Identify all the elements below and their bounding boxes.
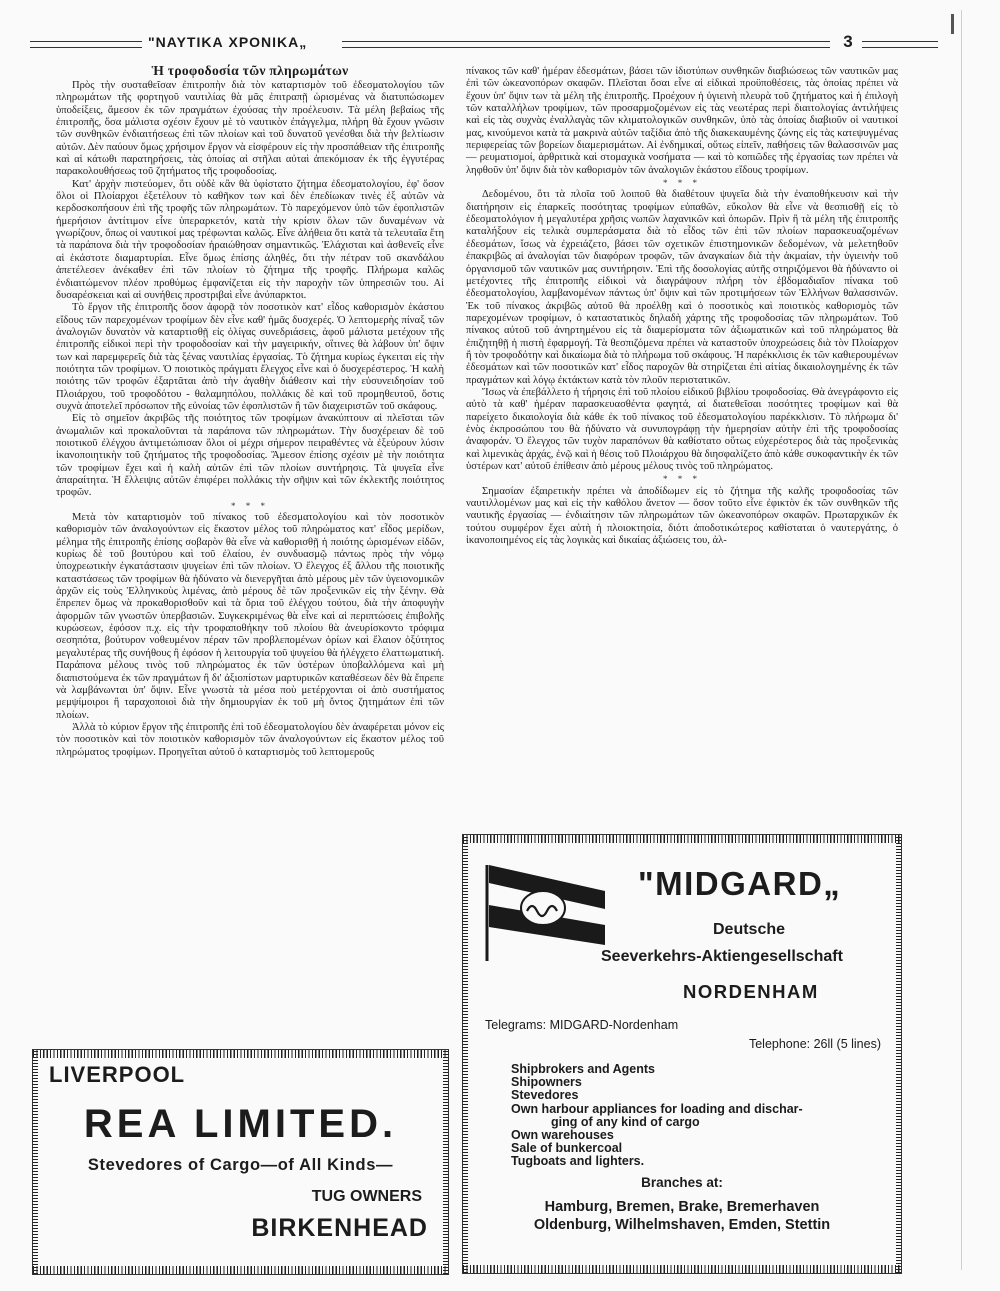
service-item: ging of any kind of cargo xyxy=(551,1114,700,1129)
service-item: Own harbour appliances for loading and dischar- xyxy=(511,1101,803,1116)
service-item: Tugboats and lighters. xyxy=(511,1154,645,1169)
ad-city-birkenhead: BIRKENHEAD xyxy=(251,1214,428,1242)
ad-border-top xyxy=(463,835,901,843)
article-paragraph: Κατ' ἀρχὴν πιστεύομεν, ὅτι οὐδὲ κἂν θὰ ὑφίστατο ζήτημα ἐδεσματολογίου, ἐφ' ὅσον ὅλοι οἱ Πλοίαρχοι ἐξετέλουν τὸ καθῆκον των καὶ δὲν ἐπεδίωκαν τινὲς ἐξ αὐτῶν νὰ κερδοσκοπήσουν ἐπὶ τῆς τροφῆς τῶν πληρωμάτων. Τὸ παρεχόμενον ὑπὸ τῶν ἐφοπλιστῶν ἡμερήσιον ἀντίτιμον εἶνε ὑπεραρκετόν, κατὰ τὴν κρίσιν ὅλων τῶν δυναμένων νὰ γνωρίζουν, ὅπως οἱ ναυτικοί μας τρέφωνται καλῶς. Εἶνε ἀλήθεια ὅτι κατὰ τὰ τελευταῖα ἔτη τὰ παράπονα διὰ τὴν τροφοδοσίαν ἠραιώθησαν σημαντικῶς. Ἐλάχισται καὶ ἀσθενεῖς εἶνε αἱ ἑκάστοτε διαμαρτυρίαι. Εἶνε ὅμως ἐπίσης ἀληθές, ὅτι τὴν πέτραν τοῦ σκανδάλου ἀπετέλεσεν ἀνέκαθεν ἐπὶ τῶν πλοίων τὸ ζήτημα τῆς τροφῆς. Πλήρωμα καλῶς ἐνδιαιτώμενον πλέον προθύμως ἐμφανίζεται εἰς τὴν παροχὴν τῶν ὑπηρεσιῶν του. Αἱ δυσαρέσκειαι καὶ αἱ συνήθεις προστριβαὶ εἶνε ἀνύπαρκτοι. xyxy=(56,178,444,301)
ad-tug-owners: TUG OWNERS xyxy=(311,1188,422,1205)
header-rule-left xyxy=(30,41,142,48)
midgard-line-company: Seeverkehrs-Aktiengesellschaft xyxy=(601,948,843,965)
article-column-right xyxy=(466,66,898,846)
service-item: Own warehouses xyxy=(511,1128,614,1143)
ad-tagline: Stevedores of Cargo—of All Kinds— xyxy=(87,1156,394,1174)
ad-border-bottom xyxy=(463,1265,901,1273)
section-separator: * * * xyxy=(231,500,269,511)
ad-city-liverpool: LIVERPOOL xyxy=(49,1062,186,1087)
service-item: Stevedores xyxy=(511,1088,579,1103)
article-paragraph: Δεδομένου, ὅτι τὰ πλοῖα τοῦ λοιποῦ θὰ διαθέτουν ψυγεῖα διὰ τὴν ἐναποθήκευσιν καὶ τὴν διατήρησιν εἰς ἐπαρκεῖς ποσότητας τροφίμων εὐπαθῶν, εὔκολον θὰ εἶνε νὰ θεσπισθῇ εἰς τὸ ἐδεσματολόγιον ἡ μεγαλυτέρα χρῆσις νωπῶν λαχανικῶν καὶ ὀπωρῶν. Πρὶν ἢ τὰ μέλη τῆς ἐπιτροπῆς καταλήξουν εἰς τελικὰ συμπεράσματα διὰ τὸ εἶδος τῶν ἐπὶ τῶν πλοίων παρασκευαζομένων ἐδεσμάτων, ἴσως νὰ ἐχρειάζετο, βάσει τῶν σχετικῶν ἐπιστημονικῶν δεδομένων, νὰ μελετηθοῦν ἐπακριβῶς αἱ ἀναλογίαι τῶν διαφόρων τροφῶν, τῶν ἀναγκαίων διὰ τὴν ἀκμαίαν, τὴν ὑγιεινὴν τοῦ ὀργανισμοῦ τῶν ναυτικῶν μας συντήρησιν. Ἐπὶ τῆς δοσολογίας αὐτῆς στηριζόμενοι θὰ ἠδύναντο οἱ μετέχοντες τῆς ἐπιτροπῆς εἰδικοὶ νὰ διαγράψουν πλήρη τὸν ἑβδομαδιαῖον πίνακα τοῦ ἐδεσματολογίου, λαμβανομένων πάντως ὑπ' ὄψιν καὶ τῶν προτιμήσεων τῶν Ἑλλήνων θαλασσινῶν. Ἐκ τοῦ πίνακος ἀκριβῶς αὐτοῦ θὰ προέλθῃ καὶ ὁ ποσοτικὸς καὶ ποιοτικὸς καθορισμὸς τῶν παρεχομένων τροφίμων, ὁ καταστατικὸς δηλαδὴ χάρτης τῆς τροφοδοσίας τῶν πληρωμάτων. Τοῦ πίνακος αὐτοῦ τοῦ ἀνηρτημένου εἰς τὰ διαμερίσματα τῶν ἀξιωματικῶν καὶ τοῦ πληρώματος θὰ ἐπιζητηθῇ ἡ πιστὴ ἐφαρμογή. Τὰ θεσπιζόμενα πρέπει νὰ καταστοῦν ὑποχρεώσεις διὰ τὸν Πλοίαρχον ἢ τὸν τροφοδότην καὶ δικαίωμα διὰ τὸ πλήρωμα τοῦ σκάφους. Ἡ παρέκκλισις ἐκ τῶν καθιερουμένων ἐδεσμάτων καὶ τῶν ποσοτικῶν κατ' εἶδος παροχῶν θὰ στηρίζεται ἐπὶ αἰτίας δικαιολογημένης ἐκ τῶν πραγμάτων καὶ λόγῳ ἐκτάκτων κατὰ τὸν πλοῦν περιστατικῶν. xyxy=(466,189,898,386)
service-item: Sale of bunkercoal xyxy=(511,1141,623,1156)
article-paragraph: πίνακος τῶν καθ' ἡμέραν ἐδεσμάτων, βάσει τῶν ἰδιοτύπων συνθηκῶν διαβιώσεως τῶν ναυτικῶν μας ἐπὶ τῶν ὠκεανοπόρων σκαφῶν. Πλεῖσται ὅσαι εἶνε αἱ εἰδικαὶ προϋποθέσεις, τὰς ὁποίας πρέπει νὰ ἔχουν ὑπ' ὄψιν των τὰ μέλη τῆς ἐπιτροπῆς. Προέχουν ἡ ὑγιεινὴ πλευρὰ τοῦ ζητήματος καὶ ἡ ἐπιλογὴ τῶν καταλλήλων τροφίμων, τῶν προσαρμοζομένων εἰς τὰς νεωτέρας περὶ διαιτολογίας ἀντιλήψεις καὶ εἰς τὰς συχνὰς ἐναλλαγὰς τῶν κλιματολογικῶν συνθηκῶν, ὑπὸ τὰς ὁποίας διαβιοῦν οἱ ναυτικοί μας, κινούμενοι κατὰ τὰ μακρινὰ αὐτῶν ταξίδια ἀπὸ τῆς διακεκαυμένης ζώνης εἰς τὰς κατεψυγμένας περιφερείας τῶν βορείων διαμερισμάτων. Αἱ ἐνδημικαί, οὕτως εἰπεῖν, παθήσεις τῶν θαλασσινῶν μας — ρευματισμοί, ἀρθριτικὰ καὶ στομαχικὰ νοσήματα — καὶ τὸ κοπιῶδες τῆς ἐργασίας των πρέπει νὰ ληφθοῦν ὑπ' ὄψιν διὰ τὸν καθορισμὸν τῶν ἀναλογιῶν ἑκάστου εἴδους τροφίμων. xyxy=(466,66,898,176)
page-header xyxy=(30,34,938,52)
article-column-left xyxy=(56,62,444,1052)
article-paragraph: Εἰς τὸ σημεῖον ἀκριβῶς τῆς ποιότητος τῶν τροφίμων ἀνακύπτουν αἱ πλεῖσται τῶν ἀνωμαλιῶν καὶ προκαλοῦνται τὰ παράπονα τῶν πληρωμάτων. Τὴν δυσχέρειαν δὲ τοῦ ποιοτικοῦ ἐλέγχου ἀντιμετώπισαν ὅλοι οἱ μέχρι σήμερον πειραθέντες νὰ ἐξεύρουν λύσιν ἱκανοποιητικὴν τοῦ ζητήματος τῆς τροφοδοσίας. Ἄμεσον ἐπίσης σχέσιν μὲ τὴν ποιότητα τῶν τροφίμων ἔχει καὶ ἡ καλὴ αὐτῶν ἐπὶ τῶν πλοίων συντήρησις. Τὰ ψυγεῖα εἶνε ἀπαραίτητα. Ἡ ἔλλειψις αὐτῶν ἐπιφέρει πολλάκις τὴν σῆψιν καὶ τῶν ἐκλεκτῆς ποιότητος τροφῶν. xyxy=(56,413,444,499)
midgard-telegrams: Telegrams: MIDGARD-Nordenham xyxy=(485,1018,679,1032)
ad-border-bottom xyxy=(33,1266,448,1274)
rea-limited-advertisement xyxy=(32,1049,449,1275)
midgard-telephone: Telephone: 26ll (5 lines) xyxy=(748,1037,881,1051)
article-paragraph: Σημασίαν ἐξαιρετικὴν πρέπει νὰ ἀποδίδωμεν εἰς τὸ ζήτημα τῆς καλῆς τροφοδοσίας τῶν ναυτιλλομένων μας καὶ εἰς τὴν καθόλου ἄνετον — ὅσον τοῦτο εἶνε ἐφικτὸν ἐκ τῶν συνθηκῶν τῆς ναυτικῆς ἐργασίας — ἐνδιαίτησιν τῶν πληρωμάτων τῶν ὠκεανοπόρων σκαφῶν. Πρωταρχικῶν ἐκ τούτου συμφέρον ἔχει αὐτὴ ἡ πλοιοκτησία, διότι ἀποδοτικώτερος καθίσταται ὁ ναυτεργάτης, ὁ ἱκανοποιημένος εἰς τὰς λογικὰς καὶ δικαίας ἀξιώσεις του, ἀλ- xyxy=(466,485,898,547)
newspaper-title: "ΝΑΥΤΙΚΑ ΧΡΟΝΙΚΑ„ xyxy=(148,34,308,50)
midgard-branches-heading: Branches at: xyxy=(641,1175,723,1190)
header-rule-middle xyxy=(342,41,830,48)
midgard-line-deutsche: Deutsche xyxy=(713,921,786,938)
article-paragraph: Τὸ ἔργον τῆς ἐπιτροπῆς ὅσον ἀφορᾷ τὸν ποσοτικὸν κατ' εἶδος καθορισμὸν ἑκάστου εἴδους τῶν παρεχομένων τροφίμων δὲν εἶνε καθ' ἡμᾶς δυσχερές. Ὁ λεπτομερὴς πίναξ τῶν ἀναλογιῶν δυνατὸν νὰ καταρτισθῇ εἰς ὀλίγας συνεδριάσεις, ἀφοῦ μάλιστα μετέχουν τῆς ἐπιτροπῆς εἰδικοὶ περὶ τὴν τροφοδοσίαν καὶ τὴν μαγειρικήν, οἵτινες θὰ λάβουν ὑπ' ὄψιν των καὶ παρεμφερεῖς διὰ τὰς ξένας ναυτιλίας ἐργασίας. Τὸ ζήτημα κυρίως ἐγκειται εἰς τὴν ποιότητα τῶν τροφίμων. Ὁ ποιοτικὸς πράγματι ἔλεγχος εἶνε καὶ ὁ δυσχερέστερος. Ἡ καλὴ ποιότης τῶν τροφῶν ἐξαρτᾶται ἀπὸ τὴν ἀγαθὴν διάθεσιν καὶ τὴν εὐσυνειδησίαν τοῦ Πλοιάρχου, τοῦ τροφοδότου - θαλαμηπόλου, πολλάκις δὲ καὶ τοῦ προμηθευτοῦ, ὅστις συχνὰ ἀποτελεῖ πρόσωπον τῆς εὐνοίας τῶν ἐφοπλιστῶν ἢ τῶν διαχειριστῶν τοῦ σκάφους. xyxy=(56,302,444,412)
section-separator: * * * xyxy=(663,474,701,485)
midgard-brand: "MIDGARD„ xyxy=(638,865,842,902)
service-item: Shipbrokers and Agents xyxy=(511,1062,656,1076)
midgard-branches-line: Hamburg, Bremen, Brake, Bremerhaven xyxy=(544,1199,820,1215)
midgard-services-list xyxy=(511,1063,803,1169)
page-edge-line xyxy=(961,10,962,1270)
article-paragraph: Ἀλλὰ τὸ κύριον ἔργον τῆς ἐπιτροπῆς ἐπὶ τοῦ ἐδεσματολογίου δὲν ἀναφέρεται μόνον εἰς τὸν ποσοτικὸν καὶ τὸν ποιοτικὸν καθορισμὸν τῶν ἀναλογούντων εἰς ἕκαστον μέλος τοῦ πληρώματος τροφίμων. Προηγεῖται αὐτοῦ ὁ καταρτισμὸς τοῦ λεπτομεροῦς xyxy=(56,721,444,758)
article-paragraph: Μετὰ τὸν καταρτισμὸν τοῦ πίνακος τοῦ ἐδεσματολογίου καὶ τὸν ποσοτικὸν καθορισμὸν τῶν ἀναλογούντων εἰς ἕκαστον μέλος τοῦ πληρώματος κατ' εἶδος μερίδων, μέλημα τῆς ἐπιτροπῆς ἐπίσης σοβαρὸν θὰ εἶνε νὰ καθορισθῇ ἡ ποιότης ὡρισμένων εἰδῶν, κυρίως δὲ τοῦ βουτύρου καὶ τοῦ ἐλαίου, ἐν συνδυασμῷ πάντως πρὸς τὴν νόμῳ ὑποχρεωτικὴν ἐγκατάστασιν ψυγείων ἐπὶ τῶν πλοίων. Ὁ ἔλεγχος ἐξ ἄλλου τῆς ποιοτικῆς καταστάσεως τῶν τροφίμων θὰ ἠδύνατο νὰ διενεργῆται ἀπὸ μέρους μὲν τῶν ὑγειονομικῶν ἀρχῶν εἰς τοὺς Ἑλληνικοὺς λιμένας, ἀπὸ μέρους δὲ τῶν προξενικῶν εἰς τὴν ξένην. Θὰ ἔπρεπεν ὅμως νὰ προκαθορισθοῦν καὶ τὰ ὅρια τοῦ ἐλέγχου τούτου, διὰ τὴν ἀποφυγὴν ἀφορμῶν τῶν γνωστῶν ὑπερβασιῶν. Συγκεκριμένως θὰ εἶνε καὶ αἱ περιπτώσεις ἐπιβολῆς κυρώσεων, ἐφόσον π.χ. εἰς τὴν τροφαποθήκην τοῦ πλοίου θὰ ἀνευρίσκοντο τρόφιμα σεσηπότα, βούτυρον νοθευμένον πέραν τῶν προβλεπομένων ὁρίων καὶ ἔλαιον ὀξύτητος μεγαλυτέρας τῆς συνήθους ἢ ἐφόσον ἡ λειτουργία τοῦ ψυγείου θὰ ἠλέγχετο ἐλαττωματική. Παράπονα μέλους τινὸς τοῦ πληρώματος ἐκ τῶν ὑστέρων ὑποβαλλόμενα καὶ μὴ διαπιστούμενα ἐκ τῶν πραγμάτων ἢ δι' ἀξιοπίστων μαρτυρικῶν καταθέσεων δὲν θὰ ἔπρεπε νὰ λαμβάνωνται ὑπ' ὄψιν. Εἶνε γνωστὰ τὰ μέσα ποὺ μετέρχονται οἱ ἀπὸ συστήματος μεμψίμοιροι ἢ ταραχοποιοὶ διὰ τὴν δημιουργίαν ἐκ τοῦ μὴ ὄντος ζητημάτων ἐπὶ τῶν πλοίων. xyxy=(56,512,444,721)
article-title: Ἡ τροφοδοσία τῶν πληρωμάτων xyxy=(151,63,349,78)
midgard-city: NORDENHAM xyxy=(683,981,819,1002)
page-number: 3 xyxy=(843,32,853,51)
header-rule-right xyxy=(862,41,938,48)
article-paragraph: Ἴσως νὰ ἐπεβάλλετο ἡ τήρησις ἐπὶ τοῦ πλοίου εἰδικοῦ βιβλίου τροφοδοσίας. Θὰ ἀνεγράφοντο εἰς αὐτὸ τὰ καθ' ἡμέραν παρασκευασθέντα φαγητά, αἱ διατεθεῖσαι ποσότητες τροφίμων καὶ θὰ παρείχετο δικαιολογία διὰ κάθε ἐκ τοῦ πίνακος τοῦ ἐδεσματολογίου παρέκκλισιν. Τὸ πλήρωμα δι' ἑνὸς ἐκπροσώπου του θὰ ἠδύνατο νὰ συνυπογράφῃ τὴν ἡμερησίαν αὐτὴν ἐπὶ τῆς τροφοδοσίας ἀναφοράν. Ὁ ἔλεγχος τῶν τυχὸν παραπόνων θὰ καθίστατο οὕτως εὐχερέστερος διὰ τὰς προξενικὰς καὶ λιμενικὰς ἀρχάς, ἐνῷ καὶ ἡ θέσις τοῦ Πλοιάρχου θὰ διησφαλίζετο ἀπὸ κάθε συκοφαντικὴν ἐκ τῶν ὑστέρων κατ' αὐτοῦ ἐπίθεσιν ἀπὸ μέρους μέλους τινὸς τοῦ πληρώματος. xyxy=(466,386,898,472)
section-separator: * * * xyxy=(663,178,701,189)
ad-company-name: REA LIMITED. xyxy=(83,1102,398,1146)
midgard-flag-icon xyxy=(481,853,611,963)
midgard-advertisement xyxy=(462,834,902,1274)
service-item: Shipowners xyxy=(511,1075,582,1090)
ad-border-top xyxy=(33,1050,448,1058)
midgard-branches-line: Oldenburg, Wilhelmshaven, Emden, Stettin xyxy=(533,1217,831,1233)
article-paragraph: Πρὸς τὴν συσταθεῖσαν ἐπιτροπὴν διὰ τὸν καταρτισμὸν τοῦ ἐδεσματολογίου τῶν πληρωμάτων τῆς φορτηγοῦ ναυτιλίας θὰ μᾶς ἐπιτραπῇ ὡρισμένας νὰ διατυπώσωμεν ὑποδείξεις, ἄμεσον ἐκ τῶν πραγμάτων ἐχούσας τὴν προέλευσιν. Τὰ μέλη βεβαίως τῆς ἐπιτροπῆς, ὅσα μάλιστα σχέσιν ἔχουν μὲ τὸ ναυτικὸν ἐπάγγελμα, πλήρη θὰ ἔχουν γνῶσιν τῶν συνθηκῶν ἐνδιαιτήσεως ἐπὶ τῶν πλοίων καὶ τοῦ δυνατοῦ γενέσθαι διὰ τὴν βελτίωσιν αὐτῶν. Δὲν παύουν ὅμως χρήσιμον ἔργον νὰ εἰσφέρουν εἰς τὴν προσπάθειαν τῆς ἐπιτροπῆς καὶ αἱ κάτωθι παρατηρήσεις, τὰς ὁποίας αἱ στῆλαι αὐταὶ ἀπεκόμισαν ἐκ τῆς ἐγγυτέρας παρακολουθήσεως τοῦ ζητήματος τῆς τροφοδοσίας. xyxy=(56,80,444,178)
binder-mark xyxy=(951,14,954,34)
